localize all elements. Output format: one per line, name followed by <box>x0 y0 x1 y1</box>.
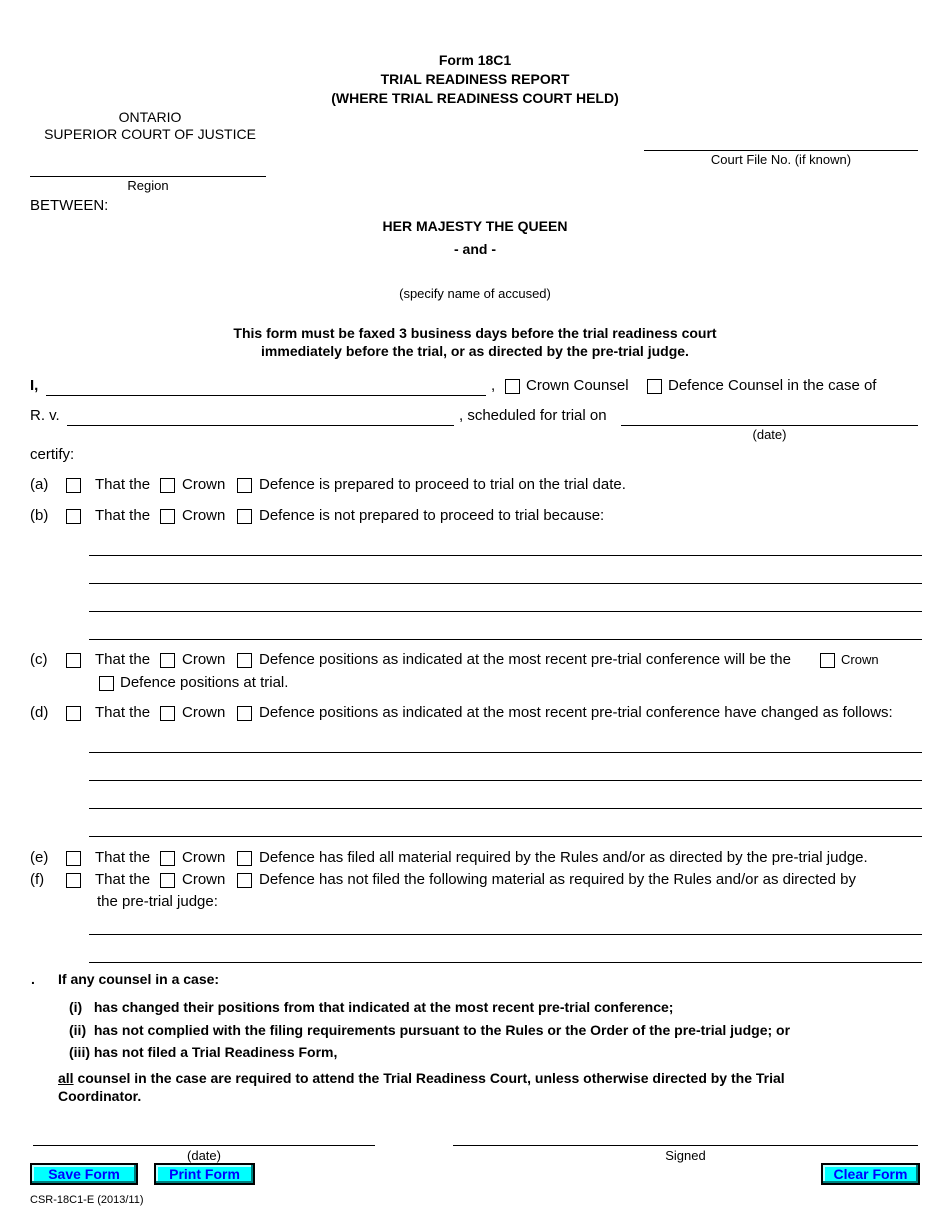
item-a-text: Defence is prepared to proceed to trial on the trial date. <box>259 476 626 493</box>
item-b-defence-checkbox[interactable] <box>237 509 252 524</box>
save-form-button[interactable]: Save Form <box>30 1163 138 1185</box>
item-c-text-2: Defence positions at trial. <box>120 674 289 691</box>
form-subtitle: (WHERE TRIAL READINESS COURT HELD) <box>331 90 619 106</box>
court-file-label: Court File No. (if known) <box>710 152 852 167</box>
trial-date-label: (date) <box>752 427 787 442</box>
item-d-crown-checkbox[interactable] <box>160 706 175 721</box>
i-label: I, <box>30 377 39 394</box>
that-the-label: That the <box>95 507 151 524</box>
item-f-crown-checkbox[interactable] <box>160 873 175 888</box>
item-c-crown-position-checkbox[interactable] <box>820 653 835 668</box>
item-b-reason-line-1[interactable] <box>89 555 922 556</box>
item-e-crown-checkbox[interactable] <box>160 851 175 866</box>
signature-field[interactable] <box>453 1145 918 1146</box>
court-name: SUPERIOR COURT OF JUSTICE <box>44 126 256 142</box>
crown-label: Crown <box>182 704 226 721</box>
warning-item-ii: (ii) has not complied with the filing requirements pursuant to the Rules or the Order of the pre-trial judge; or <box>69 1022 791 1038</box>
warning-heading: If any counsel in a case: <box>58 971 220 987</box>
that-the-label: That the <box>95 476 151 493</box>
that-the-label: That the <box>95 704 151 721</box>
warning-conclusion <box>58 1070 785 1086</box>
that-the-label: That the <box>95 849 151 866</box>
warning-item-iii: (iii) has not filed a Trial Readiness Form, <box>69 1044 338 1060</box>
certify-label: certify: <box>30 446 75 463</box>
item-f-text-2: the pre-trial judge: <box>97 893 218 910</box>
item-c-crown-checkbox[interactable] <box>160 653 175 668</box>
item-f-material-line-2[interactable] <box>89 962 922 963</box>
item-a-checkbox[interactable] <box>66 478 81 493</box>
comma: , <box>491 377 496 394</box>
defence-counsel-checkbox[interactable] <box>647 379 662 394</box>
item-c-text: Defence positions as indicated at the most recent pre-trial conference will be the <box>259 651 791 668</box>
item-b-checkbox[interactable] <box>66 509 81 524</box>
region-field[interactable] <box>30 176 266 177</box>
that-the-label: That the <box>95 651 151 668</box>
item-a-label: (a) <box>30 476 49 493</box>
date-field[interactable] <box>33 1145 375 1146</box>
item-a-defence-checkbox[interactable] <box>237 478 252 493</box>
crown-label: Crown <box>182 849 226 866</box>
item-b-reason-line-3[interactable] <box>89 611 922 612</box>
item-b-text: Defence is not prepared to proceed to trial because: <box>259 507 605 524</box>
rv-label: R. v. <box>30 407 60 424</box>
item-d-checkbox[interactable] <box>66 706 81 721</box>
form-code: CSR-18C1-E (2013/11) <box>30 1194 144 1206</box>
item-b-reason-line-2[interactable] <box>89 583 922 584</box>
notice-line-1: This form must be faxed 3 business days before the trial readiness court <box>233 325 717 341</box>
item-d-change-line-2[interactable] <box>89 780 922 781</box>
between-label: BETWEEN: <box>30 197 109 214</box>
item-b-crown-checkbox[interactable] <box>160 509 175 524</box>
crown-label: Crown <box>182 507 226 524</box>
crown-party: HER MAJESTY THE QUEEN <box>382 218 568 234</box>
item-f-text: Defence has not filed the following material as required by the Rules and/or as directed by <box>259 871 857 888</box>
crown-label: Crown <box>182 871 226 888</box>
item-d-change-line-1[interactable] <box>89 752 922 753</box>
item-d-change-line-4[interactable] <box>89 836 922 837</box>
item-d-text: Defence positions as indicated at the most recent pre-trial conference have changed as follows: <box>259 704 893 721</box>
signed-label: Signed <box>665 1148 706 1163</box>
accused-name-field[interactable] <box>300 283 650 284</box>
warning-all: all <box>58 1070 74 1086</box>
item-c-defence-checkbox[interactable] <box>237 653 252 668</box>
warning-bullet: . <box>31 971 35 987</box>
counsel-name-field[interactable] <box>46 395 486 396</box>
crown-label: Crown <box>182 651 226 668</box>
item-f-defence-checkbox[interactable] <box>237 873 252 888</box>
notice-line-2: immediately before the trial, or as directed by the pre-trial judge. <box>261 343 689 359</box>
warning-rest-2: Coordinator. <box>58 1088 142 1104</box>
item-b-reason-line-4[interactable] <box>89 639 922 640</box>
accused-label: (specify name of accused) <box>399 286 551 301</box>
item-c-crown-small-label: Crown <box>841 652 879 667</box>
item-d-defence-checkbox[interactable] <box>237 706 252 721</box>
item-b-label: (b) <box>30 507 49 524</box>
that-the-label: That the <box>95 871 151 888</box>
form-title: TRIAL READINESS REPORT <box>380 71 570 87</box>
print-form-button[interactable]: Print Form <box>154 1163 255 1185</box>
court-file-field[interactable] <box>644 150 918 151</box>
item-c-defence-position-checkbox[interactable] <box>99 676 114 691</box>
item-a-crown-checkbox[interactable] <box>160 478 175 493</box>
province: ONTARIO <box>118 109 182 125</box>
crown-counsel-label: Crown Counsel <box>526 377 629 394</box>
clear-form-button[interactable]: Clear Form <box>821 1163 920 1185</box>
item-e-checkbox[interactable] <box>66 851 81 866</box>
item-f-checkbox[interactable] <box>66 873 81 888</box>
date-label: (date) <box>187 1148 221 1163</box>
accused-case-field[interactable] <box>67 425 454 426</box>
item-f-label: (f) <box>30 871 45 888</box>
item-d-change-line-3[interactable] <box>89 808 922 809</box>
region-label: Region <box>127 178 169 193</box>
warning-rest-1: counsel in the case are required to attend the Trial Readiness Court, unless otherwise directed by the Trial <box>73 1070 785 1086</box>
and-label: - and - <box>454 241 496 257</box>
item-f-material-line-1[interactable] <box>89 934 922 935</box>
crown-label: Crown <box>182 476 226 493</box>
scheduled-label: , scheduled for trial on <box>459 407 607 424</box>
item-c-checkbox[interactable] <box>66 653 81 668</box>
defence-counsel-label: Defence Counsel in the case of <box>668 377 877 394</box>
item-e-defence-checkbox[interactable] <box>237 851 252 866</box>
form-number: Form 18C1 <box>438 52 512 68</box>
trial-date-field[interactable] <box>621 425 918 426</box>
crown-counsel-checkbox[interactable] <box>505 379 520 394</box>
item-e-label: (e) <box>30 849 49 866</box>
warning-item-i: (i) has changed their positions from that indicated at the most recent pre-trial conference; <box>69 999 674 1015</box>
item-c-label: (c) <box>30 651 48 668</box>
item-d-label: (d) <box>30 704 49 721</box>
item-e-text: Defence has filed all material required by the Rules and/or as directed by the pre-trial judge. <box>259 849 868 866</box>
